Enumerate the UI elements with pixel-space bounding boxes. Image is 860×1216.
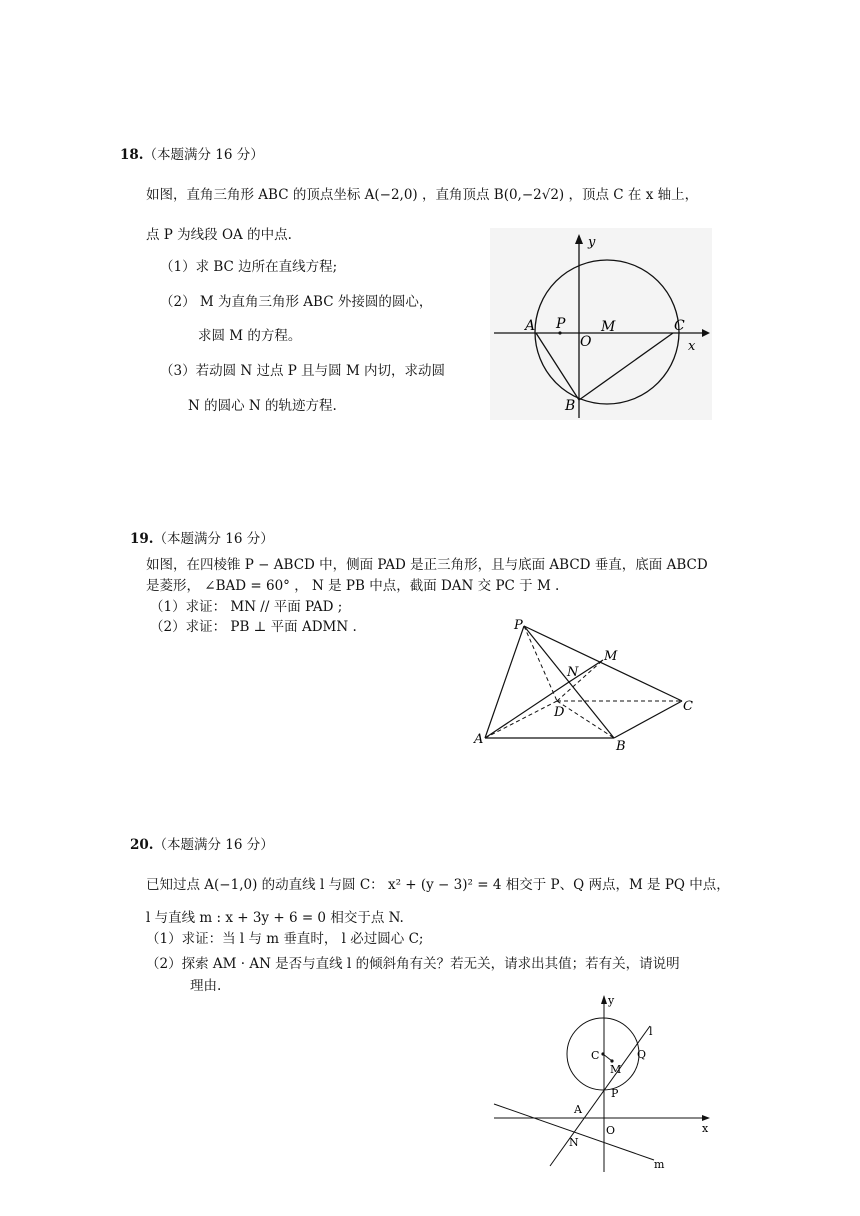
q18-label-O: O: [580, 334, 592, 350]
q20-label-l: l: [649, 1025, 653, 1038]
q20-label-O: O: [606, 1124, 616, 1137]
q18-label-M: M: [601, 319, 616, 335]
q20-stem-line1: 已知过点 A(−1,0) 的动直线 l 与圆 C： x² + (y − 3)² = 4 相交于 P、Q 两点，M 是 PQ 中点，: [146, 877, 730, 893]
q20-stem-line2: l 与直线 m : x + 3y + 6 = 0 相交于点 N.: [146, 910, 404, 926]
q18-part2a: （2） M 为直角三角形 ABC 外接圆的圆心，: [160, 294, 433, 310]
q19-part2: （2）求证： PB ⊥ 平面 ADMN .: [150, 619, 357, 635]
q18-heading: [120, 146, 264, 164]
q20-label-Q: Q: [637, 1048, 647, 1061]
q20-label-A: A: [574, 1103, 582, 1116]
q18-label-A: A: [525, 318, 536, 334]
q18-score: （本题满分 16 分）: [143, 147, 264, 163]
q19-label-M: M: [604, 649, 618, 664]
q19-label-P: P: [514, 618, 523, 633]
q20-label-P: P: [611, 1087, 619, 1100]
q18-stem-line2: 点 P 为线段 OA 的中点.: [146, 227, 292, 243]
q19-label-B: B: [616, 739, 626, 754]
q20-label-m: m: [654, 1158, 665, 1171]
q18-part3b: N 的圆心 N 的轨迹方程.: [188, 398, 337, 414]
q18-part1: （1）求 BC 边所在直线方程;: [160, 259, 338, 275]
q20-label-N: N: [569, 1136, 579, 1149]
q20-label-y: y: [608, 994, 615, 1007]
q18-figure: [490, 228, 712, 420]
q19-figure: [470, 612, 705, 754]
q18-label-x: x: [688, 339, 696, 354]
q19-heading: [130, 530, 274, 548]
q19-stem-line1: 如图，在四棱锥 P − ABCD 中，侧面 PAD 是正三角形，且与底面 ABCD 垂直，底面 ABCD: [146, 557, 708, 573]
q18-label-P: P: [556, 316, 566, 332]
q20-figure: [490, 992, 715, 1174]
q18-stem-line1: 如图，直角三角形 ABC 的顶点坐标 A(−2,0) ，直角顶点 B(0,−2√2) ，顶点 C 在 x 轴上，: [146, 187, 699, 203]
q19-label-N: N: [567, 665, 579, 680]
q19-stem-line2: 是菱形， ∠BAD = 60° ， N 是 PB 中点，截面 DAN 交 PC 于 M .: [146, 578, 560, 594]
q20-part2b: 理由.: [190, 978, 222, 994]
q18-label-C: C: [674, 318, 685, 334]
q19-number: 19.: [130, 531, 154, 547]
q19-label-C: C: [683, 699, 693, 714]
q18-number: 18.: [120, 147, 144, 163]
q20-label-C: C: [591, 1049, 600, 1062]
q19-label-A: A: [474, 732, 484, 747]
q18-part3a: （3）若动圆 N 过点 P 且与圆 M 内切，求动圆: [160, 363, 446, 379]
q20-part2a: （2）探索 AM · AN 是否与直线 l 的倾斜角有关？若无关，请求出其值；若有关，请说明: [146, 956, 680, 972]
q19-score: （本题满分 16 分）: [153, 531, 274, 547]
q18-label-y: y: [588, 235, 596, 250]
q20-label-M: M: [610, 1063, 622, 1076]
q18-part2b: 求圆 M 的方程。: [198, 328, 302, 344]
q20-number: 20.: [130, 837, 154, 853]
q20-label-x: x: [702, 1122, 709, 1135]
q19-part1: （1）求证： MN // 平面 PAD ;: [150, 599, 343, 615]
q20-heading: [130, 836, 274, 854]
q20-part1: （1）求证：当 l 与 m 垂直时， l 必过圆心 C;: [146, 931, 424, 947]
q18-label-B: B: [565, 398, 576, 414]
q20-score: （本题满分 16 分）: [153, 837, 274, 853]
q19-label-D: D: [554, 705, 565, 720]
